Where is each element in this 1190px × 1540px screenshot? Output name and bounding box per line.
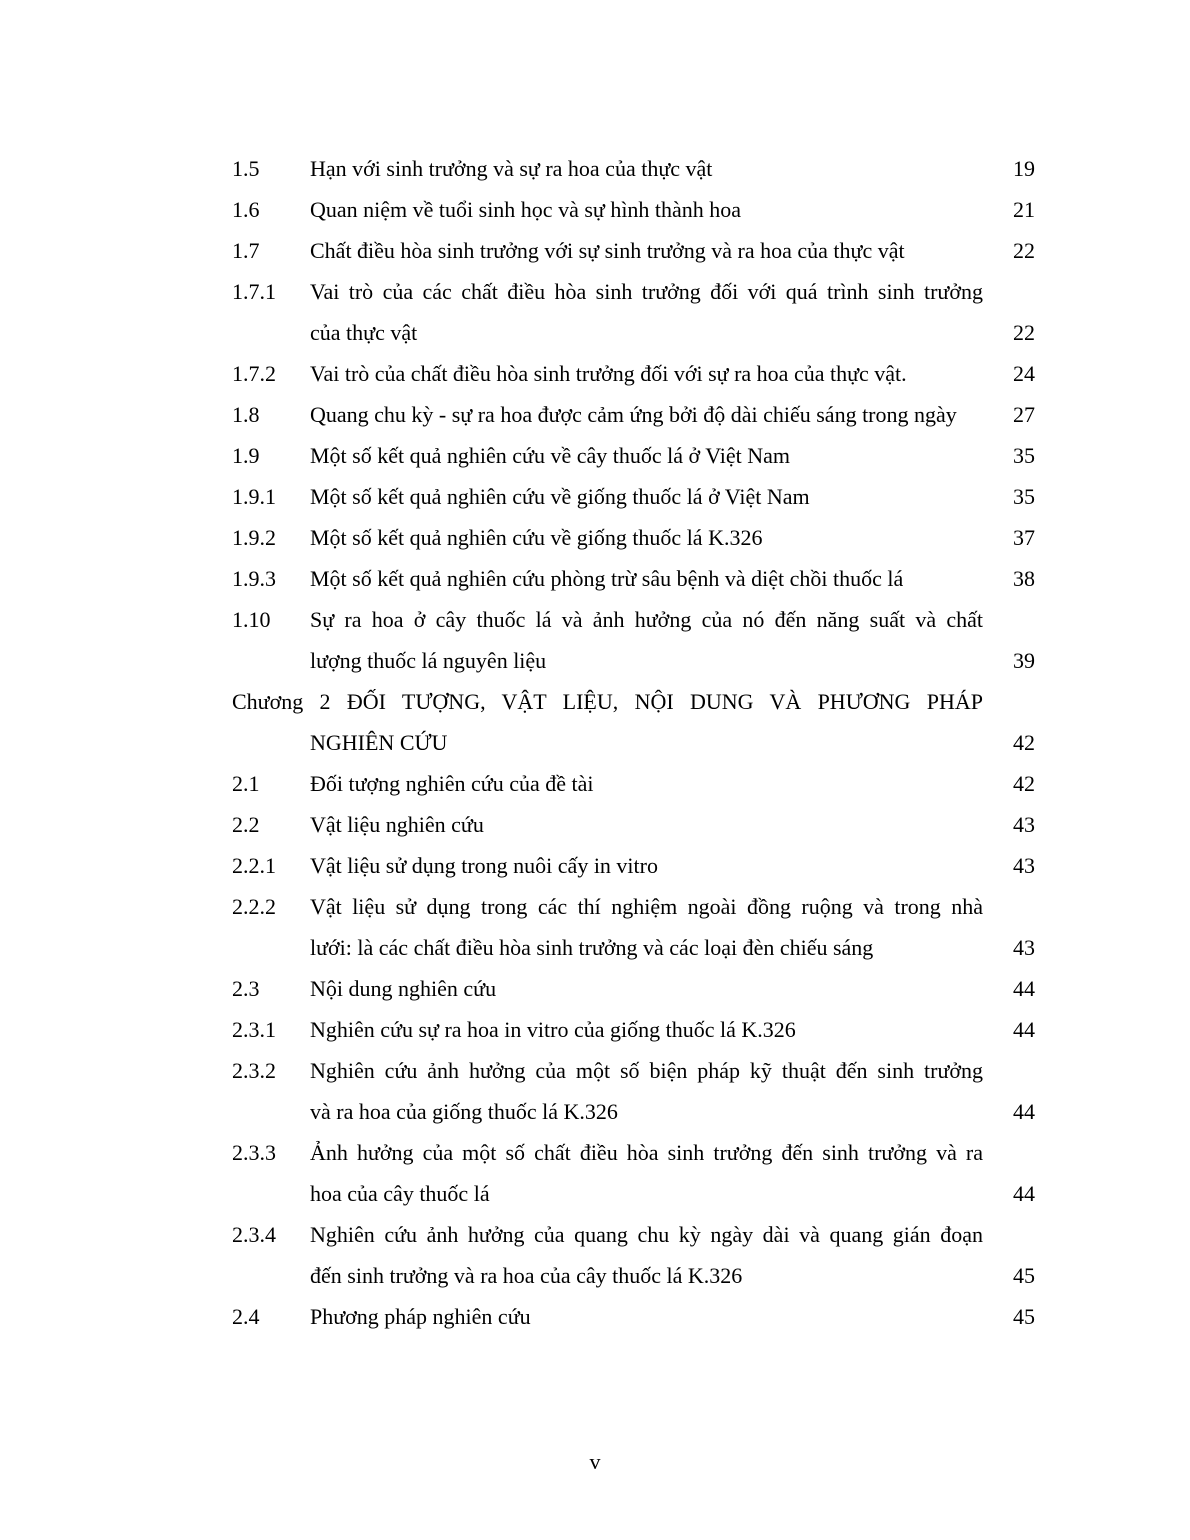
toc-entry-page: 27: [1013, 402, 1035, 427]
toc-entry-number: 1.7.2: [232, 361, 276, 386]
toc-entry-title: Vật liệu sử dụng trong nuôi cấy in vitro: [310, 853, 658, 878]
toc-entry[interactable]: [232, 1214, 1037, 1255]
toc-chapter-title: Chương 2 ĐỐI TƯỢNG, VẬT LIỆU, NỘI DUNG VÀ PHƯƠNG PHÁP: [232, 689, 983, 714]
toc-entry-title: hoa của cây thuốc lá: [310, 1181, 490, 1206]
toc-entry-title: Một số kết quả nghiên cứu về cây thuốc lá ở Việt Nam: [310, 443, 791, 468]
toc-entry[interactable]: [232, 394, 1037, 435]
toc-entry-page: 22: [1013, 320, 1035, 345]
toc-entry-number: 2.3: [232, 976, 260, 1001]
toc-entry-page: 44: [1013, 976, 1035, 1001]
toc-entry-number: 2.2: [232, 812, 260, 837]
toc-entry-title: NGHIÊN CỨU: [310, 730, 448, 755]
toc-entry-page: 42: [1013, 771, 1035, 796]
toc-entry[interactable]: [232, 435, 1037, 476]
toc-entry-title: Nghiên cứu sự ra hoa in vitro của giống thuốc lá K.326: [310, 1017, 796, 1042]
toc-entry-page: 39: [1013, 648, 1035, 673]
toc-entry[interactable]: [232, 1132, 1037, 1173]
toc-entry-page: 44: [1013, 1099, 1035, 1124]
toc-entry-page: 35: [1013, 484, 1035, 509]
toc-entry[interactable]: [232, 230, 1037, 271]
toc-chapter-heading[interactable]: [232, 681, 1037, 722]
toc-entry-title: Một số kết quả nghiên cứu phòng trừ sâu bệnh và diệt chồi thuốc lá: [310, 566, 904, 591]
toc-entry-page: 35: [1013, 443, 1035, 468]
toc-entry-title: Đối tượng nghiên cứu của đề tài: [310, 771, 594, 796]
toc-entry-number: 1.9.1: [232, 484, 276, 509]
toc-entry-title: Nghiên cứu ảnh hưởng của một số biện pháp kỹ thuật đến sinh trưởng: [310, 1058, 983, 1083]
toc-entry[interactable]: [232, 1255, 1037, 1296]
toc-entry[interactable]: [232, 763, 1037, 804]
toc-entry-page: 37: [1013, 525, 1035, 550]
toc-entry-title: của thực vật: [310, 320, 418, 345]
page-number: v: [589, 1449, 601, 1474]
toc-entry-title: Sự ra hoa ở cây thuốc lá và ảnh hưởng của nó đến năng suất và chất: [310, 607, 983, 632]
toc-entry[interactable]: [232, 1050, 1037, 1091]
toc-entry-number: 1.9: [232, 443, 260, 468]
toc-entry[interactable]: [232, 353, 1037, 394]
toc-entry-number: 1.5: [232, 156, 260, 181]
toc-entry-page: 44: [1013, 1017, 1035, 1042]
toc-entry[interactable]: [232, 312, 1037, 353]
toc-entry-number: 2.3.4: [232, 1222, 276, 1247]
toc-entry-number: 2.1: [232, 771, 260, 796]
toc-entry[interactable]: [232, 189, 1037, 230]
toc-entry-number: 2.2.2: [232, 894, 276, 919]
toc-entry-page: 19: [1013, 156, 1035, 181]
toc-entry-number: 1.7: [232, 238, 260, 263]
toc-entry-number: 1.9.3: [232, 566, 276, 591]
toc-entry[interactable]: [232, 271, 1037, 312]
toc-entry-title: và ra hoa của giống thuốc lá K.326: [310, 1099, 618, 1124]
toc-entry-title: Một số kết quả nghiên cứu về giống thuốc lá K.326: [310, 525, 763, 550]
toc-entry[interactable]: [232, 886, 1037, 927]
toc-entry-number: 1.6: [232, 197, 260, 222]
toc-entry-number: 1.10: [232, 607, 271, 632]
toc-entry-title: Vai trò của chất điều hòa sinh trưởng đối với sự ra hoa của thực vật.: [310, 361, 907, 386]
toc-entry-title: lưới: là các chất điều hòa sinh trưởng và các loại đèn chiếu sáng: [310, 935, 874, 960]
toc-entry-page: 43: [1013, 812, 1035, 837]
toc-entry-page: 24: [1013, 361, 1035, 386]
toc-entry-number: 2.4: [232, 1304, 260, 1329]
toc-entry-title: Nghiên cứu ảnh hưởng của quang chu kỳ ngày dài và quang gián đoạn: [310, 1222, 983, 1247]
toc-entry[interactable]: [232, 722, 1037, 763]
toc-entry[interactable]: [232, 1091, 1037, 1132]
toc-entry[interactable]: [232, 517, 1037, 558]
toc-entry-page: 45: [1013, 1263, 1035, 1288]
toc-entry-page: 44: [1013, 1181, 1035, 1206]
toc-entry-number: 2.3.3: [232, 1140, 276, 1165]
toc-entry-title: lượng thuốc lá nguyên liệu: [310, 648, 547, 673]
toc-entry-title: Vật liệu nghiên cứu: [310, 812, 484, 837]
table-of-contents: [232, 148, 1037, 1337]
toc-entry-title: Phương pháp nghiên cứu: [310, 1304, 531, 1329]
toc-entry[interactable]: [232, 148, 1037, 189]
toc-entry-number: 2.2.1: [232, 853, 276, 878]
toc-entry-number: 1.9.2: [232, 525, 276, 550]
toc-entry[interactable]: [232, 927, 1037, 968]
toc-entry[interactable]: [232, 1009, 1037, 1050]
toc-entry-title: Vật liệu sử dụng trong các thí nghiệm ngoài đồng ruộng và trong nhà: [310, 894, 983, 919]
toc-entry[interactable]: [232, 968, 1037, 1009]
toc-entry-title: Chất điều hòa sinh trưởng với sự sinh trưởng và ra hoa của thực vật: [310, 238, 905, 263]
toc-entry-page: 45: [1013, 1304, 1035, 1329]
toc-entry-title: Quang chu kỳ - sự ra hoa được cảm ứng bởi độ dài chiếu sáng trong ngày: [310, 402, 957, 427]
toc-entry[interactable]: [232, 804, 1037, 845]
toc-entry-title: đến sinh trưởng và ra hoa của cây thuốc lá K.326: [310, 1263, 743, 1288]
toc-entry-title: Hạn với sinh trưởng và sự ra hoa của thực vật: [310, 156, 713, 181]
toc-entry[interactable]: [232, 845, 1037, 886]
toc-entry-page: 38: [1013, 566, 1035, 591]
toc-entry-page: 22: [1013, 238, 1035, 263]
toc-entry-page: 43: [1013, 935, 1035, 960]
toc-entry-title: Nội dung nghiên cứu: [310, 976, 497, 1001]
toc-entry-number: 2.3.2: [232, 1058, 276, 1083]
toc-entry[interactable]: [232, 476, 1037, 517]
toc-entry-page: 21: [1013, 197, 1035, 222]
toc-entry-number: 1.8: [232, 402, 260, 427]
toc-entry-title: Quan niệm về tuổi sinh học và sự hình thành hoa: [310, 197, 742, 222]
toc-entry[interactable]: [232, 599, 1037, 640]
toc-entry-number: 2.3.1: [232, 1017, 276, 1042]
toc-entry[interactable]: [232, 640, 1037, 681]
toc-entry-page: 42: [1013, 730, 1035, 755]
toc-entry[interactable]: [232, 1173, 1037, 1214]
toc-entry[interactable]: [232, 558, 1037, 599]
toc-entry[interactable]: [232, 1296, 1037, 1337]
toc-entry-number: 1.7.1: [232, 279, 276, 304]
toc-entry-title: Vai trò của các chất điều hòa sinh trưởng đối với quá trình sinh trưởng: [310, 279, 983, 304]
toc-entry-title: Ảnh hưởng của một số chất điều hòa sinh trưởng đến sinh trưởng và ra: [310, 1140, 983, 1165]
toc-entry-page: 43: [1013, 853, 1035, 878]
toc-entry-title: Một số kết quả nghiên cứu về giống thuốc lá ở Việt Nam: [310, 484, 810, 509]
